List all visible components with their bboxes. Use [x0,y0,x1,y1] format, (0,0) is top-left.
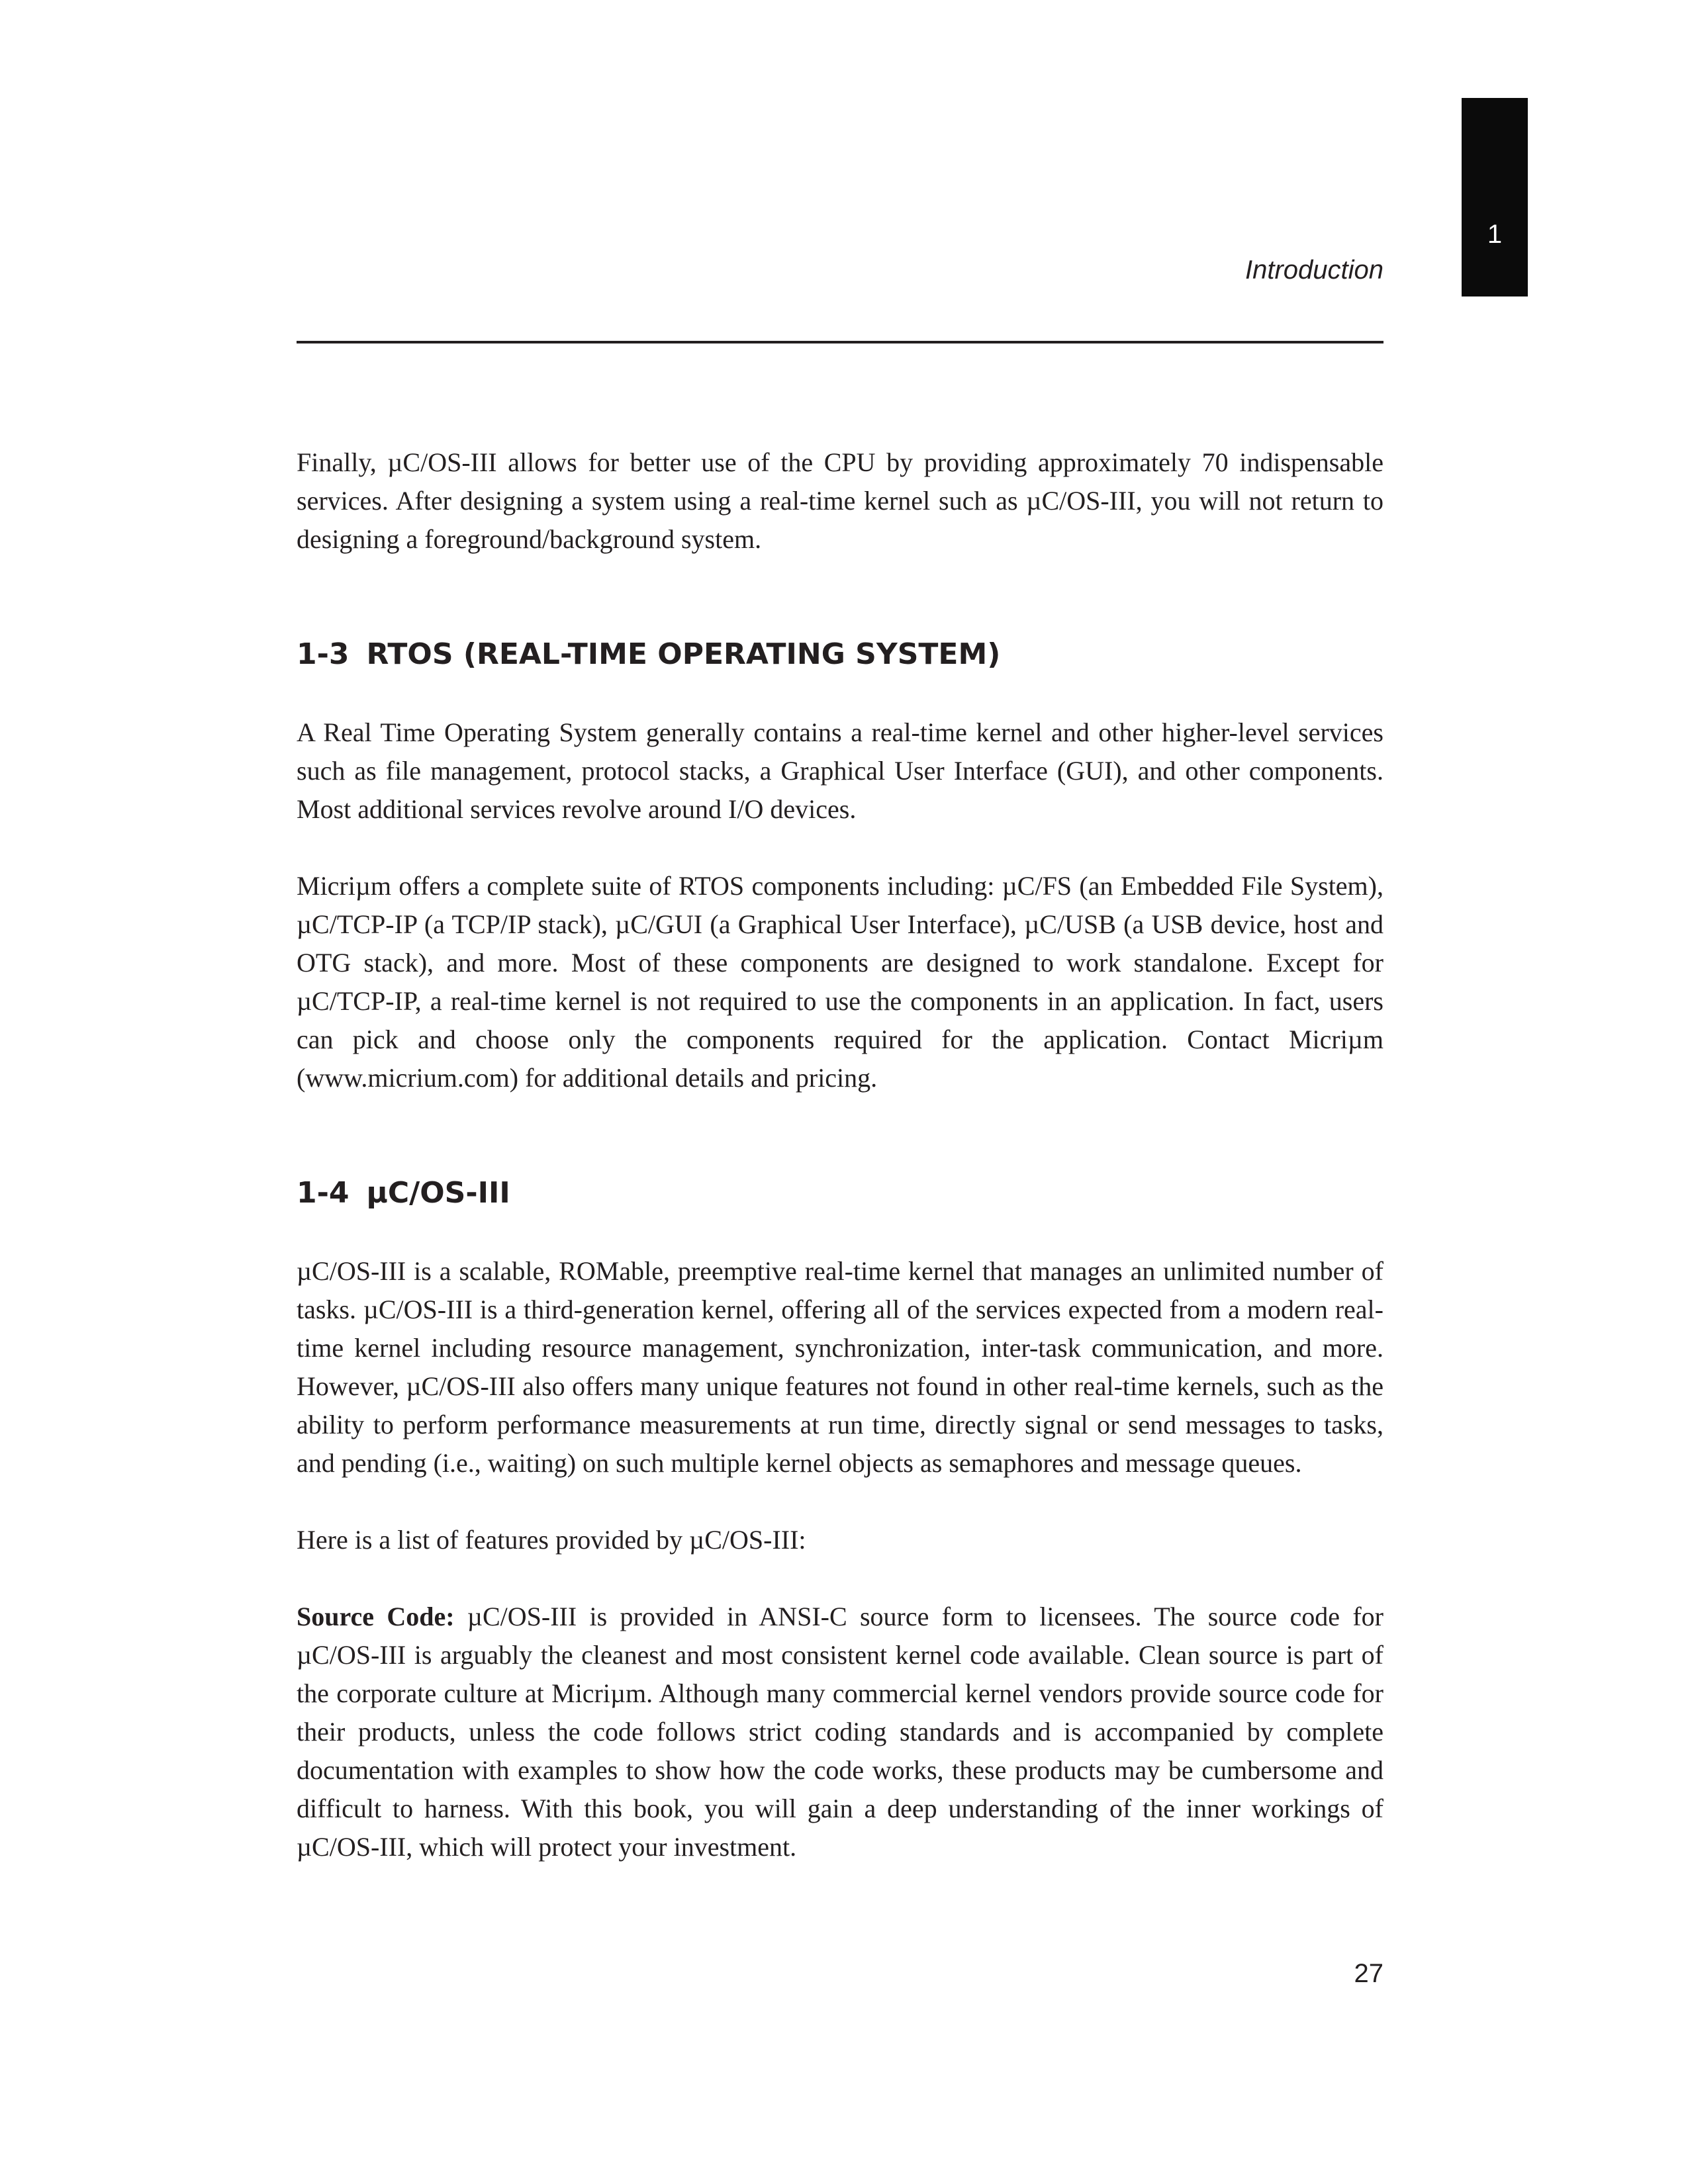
paragraph-micrium-components: Micriµm offers a complete suite of RTOS components including: µC/FS (an Embedded File System), µC/TCP-IP (a TCP/IP stack), µC/GUI (a Graphical User Interface), µC/USB (a USB device, host and OTG stack), and more. Most of these components are designed to work standalone. Except for µC/TCP-IP, a real-time kernel is not required to use the components in an application. In fact, users can pick and choose only the components required for the application. Contact Micriµm (www.micrium.com) for additional details and pricing. [297,871,1383,1093]
paragraph-source-code [297,1598,1383,1866]
section-title: µC/OS-III [366,1176,510,1210]
paragraph-ucos-overview: µC/OS-III is a scalable, ROMable, preemptive real-time kernel that manages an unlimited number of tasks. µC/OS-III is a third-generation kernel, offering all of the services expected from a modern real-time kernel including resource management, synchronization, inter-task communication, and more. However, µC/OS-III also offers many unique features not found in other real-time kernels, such as the ability to perform performance measurements at run time, directly signal or send messages to tasks, and pending (i.e., waiting) on such multiple kernel objects as semaphores and message queues. [297,1256,1383,1478]
page-body [297,443,1383,1866]
section-heading-1-3 [297,635,1383,674]
section-number: 1-3 [297,637,350,671]
paragraph-feature-list-intro: Here is a list of features provided by µC/OS-III: [297,1525,806,1555]
running-head: Introduction [1244,255,1383,285]
source-code-label: Source Code: [297,1602,455,1631]
section-number: 1-4 [297,1176,350,1210]
source-code-text: µC/OS-III is provided in ANSI-C source form to licensees. The source code for µC/OS-III is arguably the cleanest and most consistent kernel code available. Clean source is part of the corporate culture at Micriµm. Although many commercial kernel vendors provide source code for their products, unless the code follows strict coding standards and is accompanied by complete documentation with examples to show how the code works, these products may be cumbersome and difficult to harness. With this book, you will gain a deep understanding of the inner workings of µC/OS-III, which will protect your investment. [297,1602,1383,1862]
paragraph-rtos-definition: A Real Time Operating System generally contains a real-time kernel and other higher-level services such as file management, protocol stacks, a Graphical User Interface (GUI), and other components. Most additional services revolve around I/O devices. [297,717,1383,824]
page-number: 27 [1354,1959,1383,1988]
section-title: RTOS (REAL-TIME OPERATING SYSTEM) [366,637,1001,671]
intro-paragraph: Finally, µC/OS-III allows for better use of the CPU by providing approximately 70 indispensable services. After designing a system using a real-time kernel such as µC/OS-III, you will not return to designing a foreground/background system. [297,447,1383,554]
section-heading-1-4 [297,1174,1383,1212]
header-rule [297,341,1383,343]
chapter-tab: 1 [1462,98,1528,296]
